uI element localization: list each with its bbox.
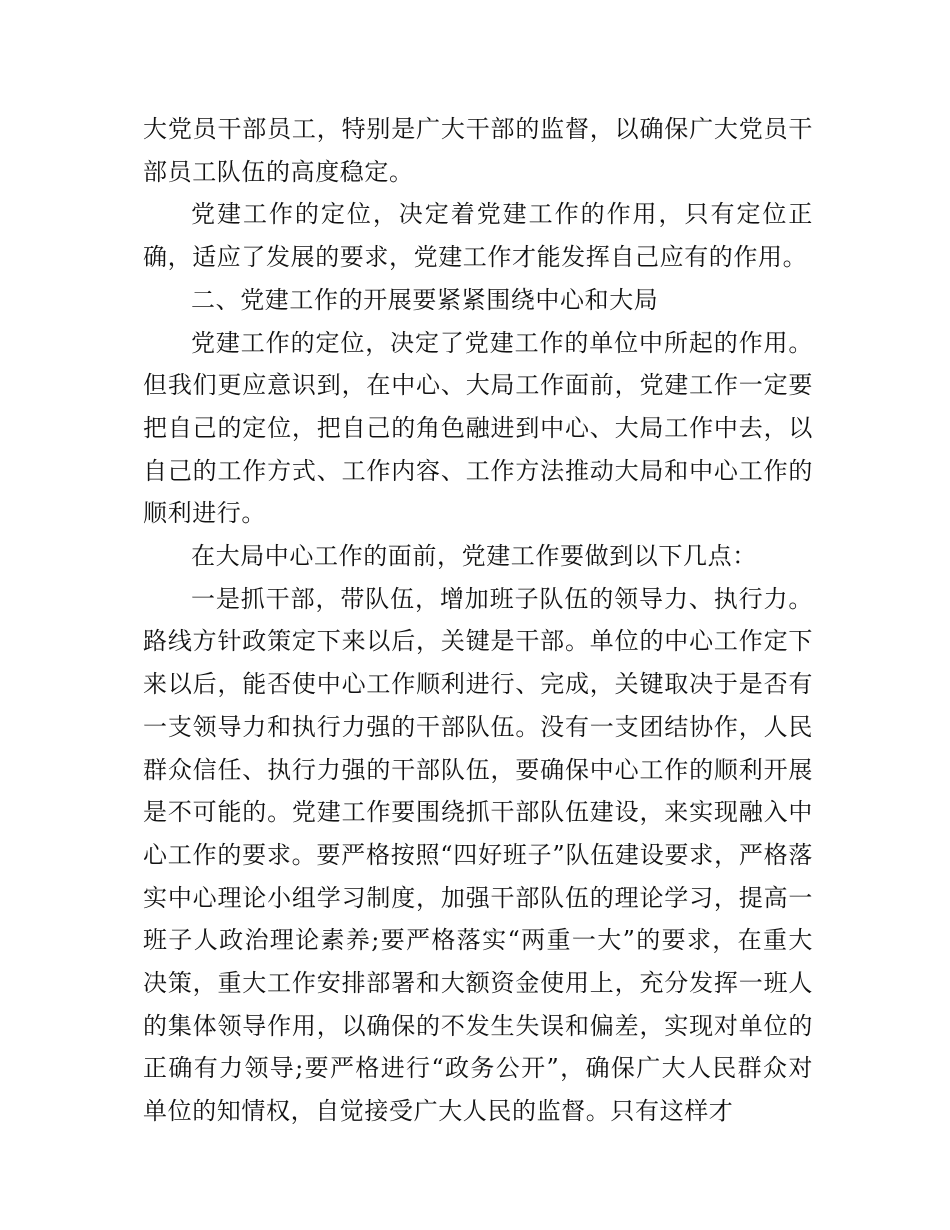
paragraph-point-one: 一是抓干部，带队伍，增加班子队伍的领导力、执行力。路线方针政策定下来以后，关键是干部。单位的中心工作定下来以后，能否使中心工作顺利进行、完成，关键取决于是否有一支领导力和执行力强的干部队伍。没有一支团结协作，人民群众信任、执行力强的干部队伍，要确保中心工作的顺利开展是不可能的。党建工作要围绕抓干部队伍建设，来实现融入中心工作的要求。要严格按照“四好班子”队伍建设要求，严格落实中心理论小组学习制度，加强干部队伍的理论学习，提高一班子人政治理论素养;要严格落实“两重一大”的要求，在重大决策，重大工作安排部署和大额资金使用上，充分发挥一班人的集体领导作用，以确保的不发生失误和偏差，实现对单位的正确有力领导;要严格进行“政务公开”，确保广大人民群众对单位的知情权，自觉接受广大人民的监督。只有这样才 [143, 584, 813, 1126]
paragraph-points-intro: 在大局中心工作的面前，党建工作要做到以下几点： [191, 542, 757, 571]
paragraph-positioning: 党建工作的定位，决定着党建工作的作用，只有定位正确，适应了发展的要求，党建工作才能发挥自己应有的作用。 [143, 200, 813, 272]
paragraph-center-role: 党建工作的定位，决定了党建工作的单位中所起的作用。但我们更应意识到，在中心、大局工作面前，党建工作一定要把自己的定位，把自己的角色融进到中心、大局工作中去，以自己的工作方式、工作内容、工作方法推动大局和中心工作的顺利进行。 [143, 328, 813, 528]
section-heading-two: 二、党建工作的开展要紧紧围绕中心和大局 [191, 285, 659, 314]
paragraph-continuation: 大党员干部员工，特别是广大干部的监督，以确保广大党员干部员工队伍的高度稳定。 [143, 115, 813, 186]
document-body [143, 108, 813, 1133]
